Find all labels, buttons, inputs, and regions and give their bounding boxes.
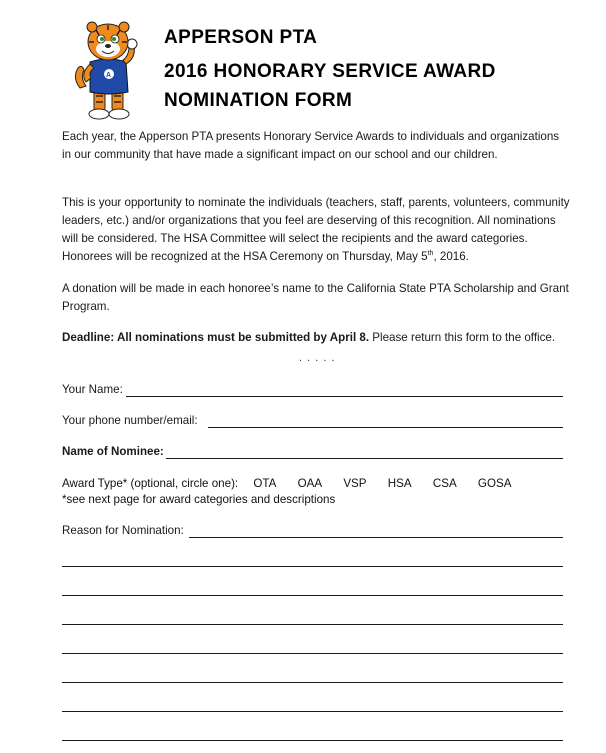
nominee-label: Name of Nominee: [62,445,164,458]
opportunity-text-end: , 2016. [433,250,469,263]
ordinal-suffix: th [427,250,434,258]
award-option-ota[interactable]: OTA [253,477,277,490]
your-name-label: Your Name: [62,383,123,396]
award-option-oaa[interactable]: OAA [297,477,323,490]
nominee-field[interactable] [166,458,563,459]
separator-dots: . . . . . [299,352,336,364]
opportunity-paragraph [62,194,570,266]
deadline-paragraph [62,329,570,347]
reason-field-line-7[interactable] [62,711,563,712]
phone-email-field[interactable] [208,427,563,428]
deadline-instructions: Please return this form to the office. [369,331,556,344]
award-note: *see next page for award categories and descriptions [62,493,336,506]
reason-label: Reason for Nomination: [62,524,184,537]
form-title: NOMINATION FORM [164,90,353,111]
intro-paragraph: Each year, the Apperson PTA presents Honorary Service Awards to individuals and organizations in our community that have made a significant impact on our school and our children. [62,130,560,161]
award-option-vsp[interactable]: VSP [343,477,367,490]
award-option-csa[interactable]: CSA [432,477,457,490]
award-type-label: Award Type* (optional, circle one): [62,477,239,490]
reason-field-line-1[interactable] [189,537,563,538]
award-option-gosa[interactable]: GOSA [477,477,512,490]
award-option-hsa[interactable]: HSA [387,477,412,490]
reason-field-line-8[interactable] [62,740,563,741]
reason-field-line-2[interactable] [62,566,563,567]
donation-paragraph: A donation will be made in each honoree’s name to the California State PTA Scholarship and Grant Program. [62,282,569,313]
reason-field-line-5[interactable] [62,653,563,654]
reason-field-line-4[interactable] [62,624,563,625]
your-name-field[interactable] [126,396,563,397]
reason-field-line-3[interactable] [62,595,563,596]
svg-text:A: A [106,72,112,79]
award-title: 2016 HONORARY SERVICE AWARD [164,61,496,82]
phone-email-label: Your phone number/email: [62,414,198,427]
tiger-mascot-icon [72,18,152,120]
deadline-bold-text: Deadline: All nominations must be submitted by April 8. [62,331,370,344]
award-type-row [62,477,519,490]
opportunity-text: This is your opportunity to nominate the individuals (teachers, staff, parents, volunteers, community leaders, etc.) and/or organizations that you feel are deserving of this recognition. All nominations will be considered. The HSA Committee will select the recipients and the award categories. Honorees will be recognized at the HSA Ceremony on Thursday, May 5 [62,196,570,263]
org-title: APPERSON PTA [164,27,318,48]
reason-field-line-6[interactable] [62,682,563,683]
